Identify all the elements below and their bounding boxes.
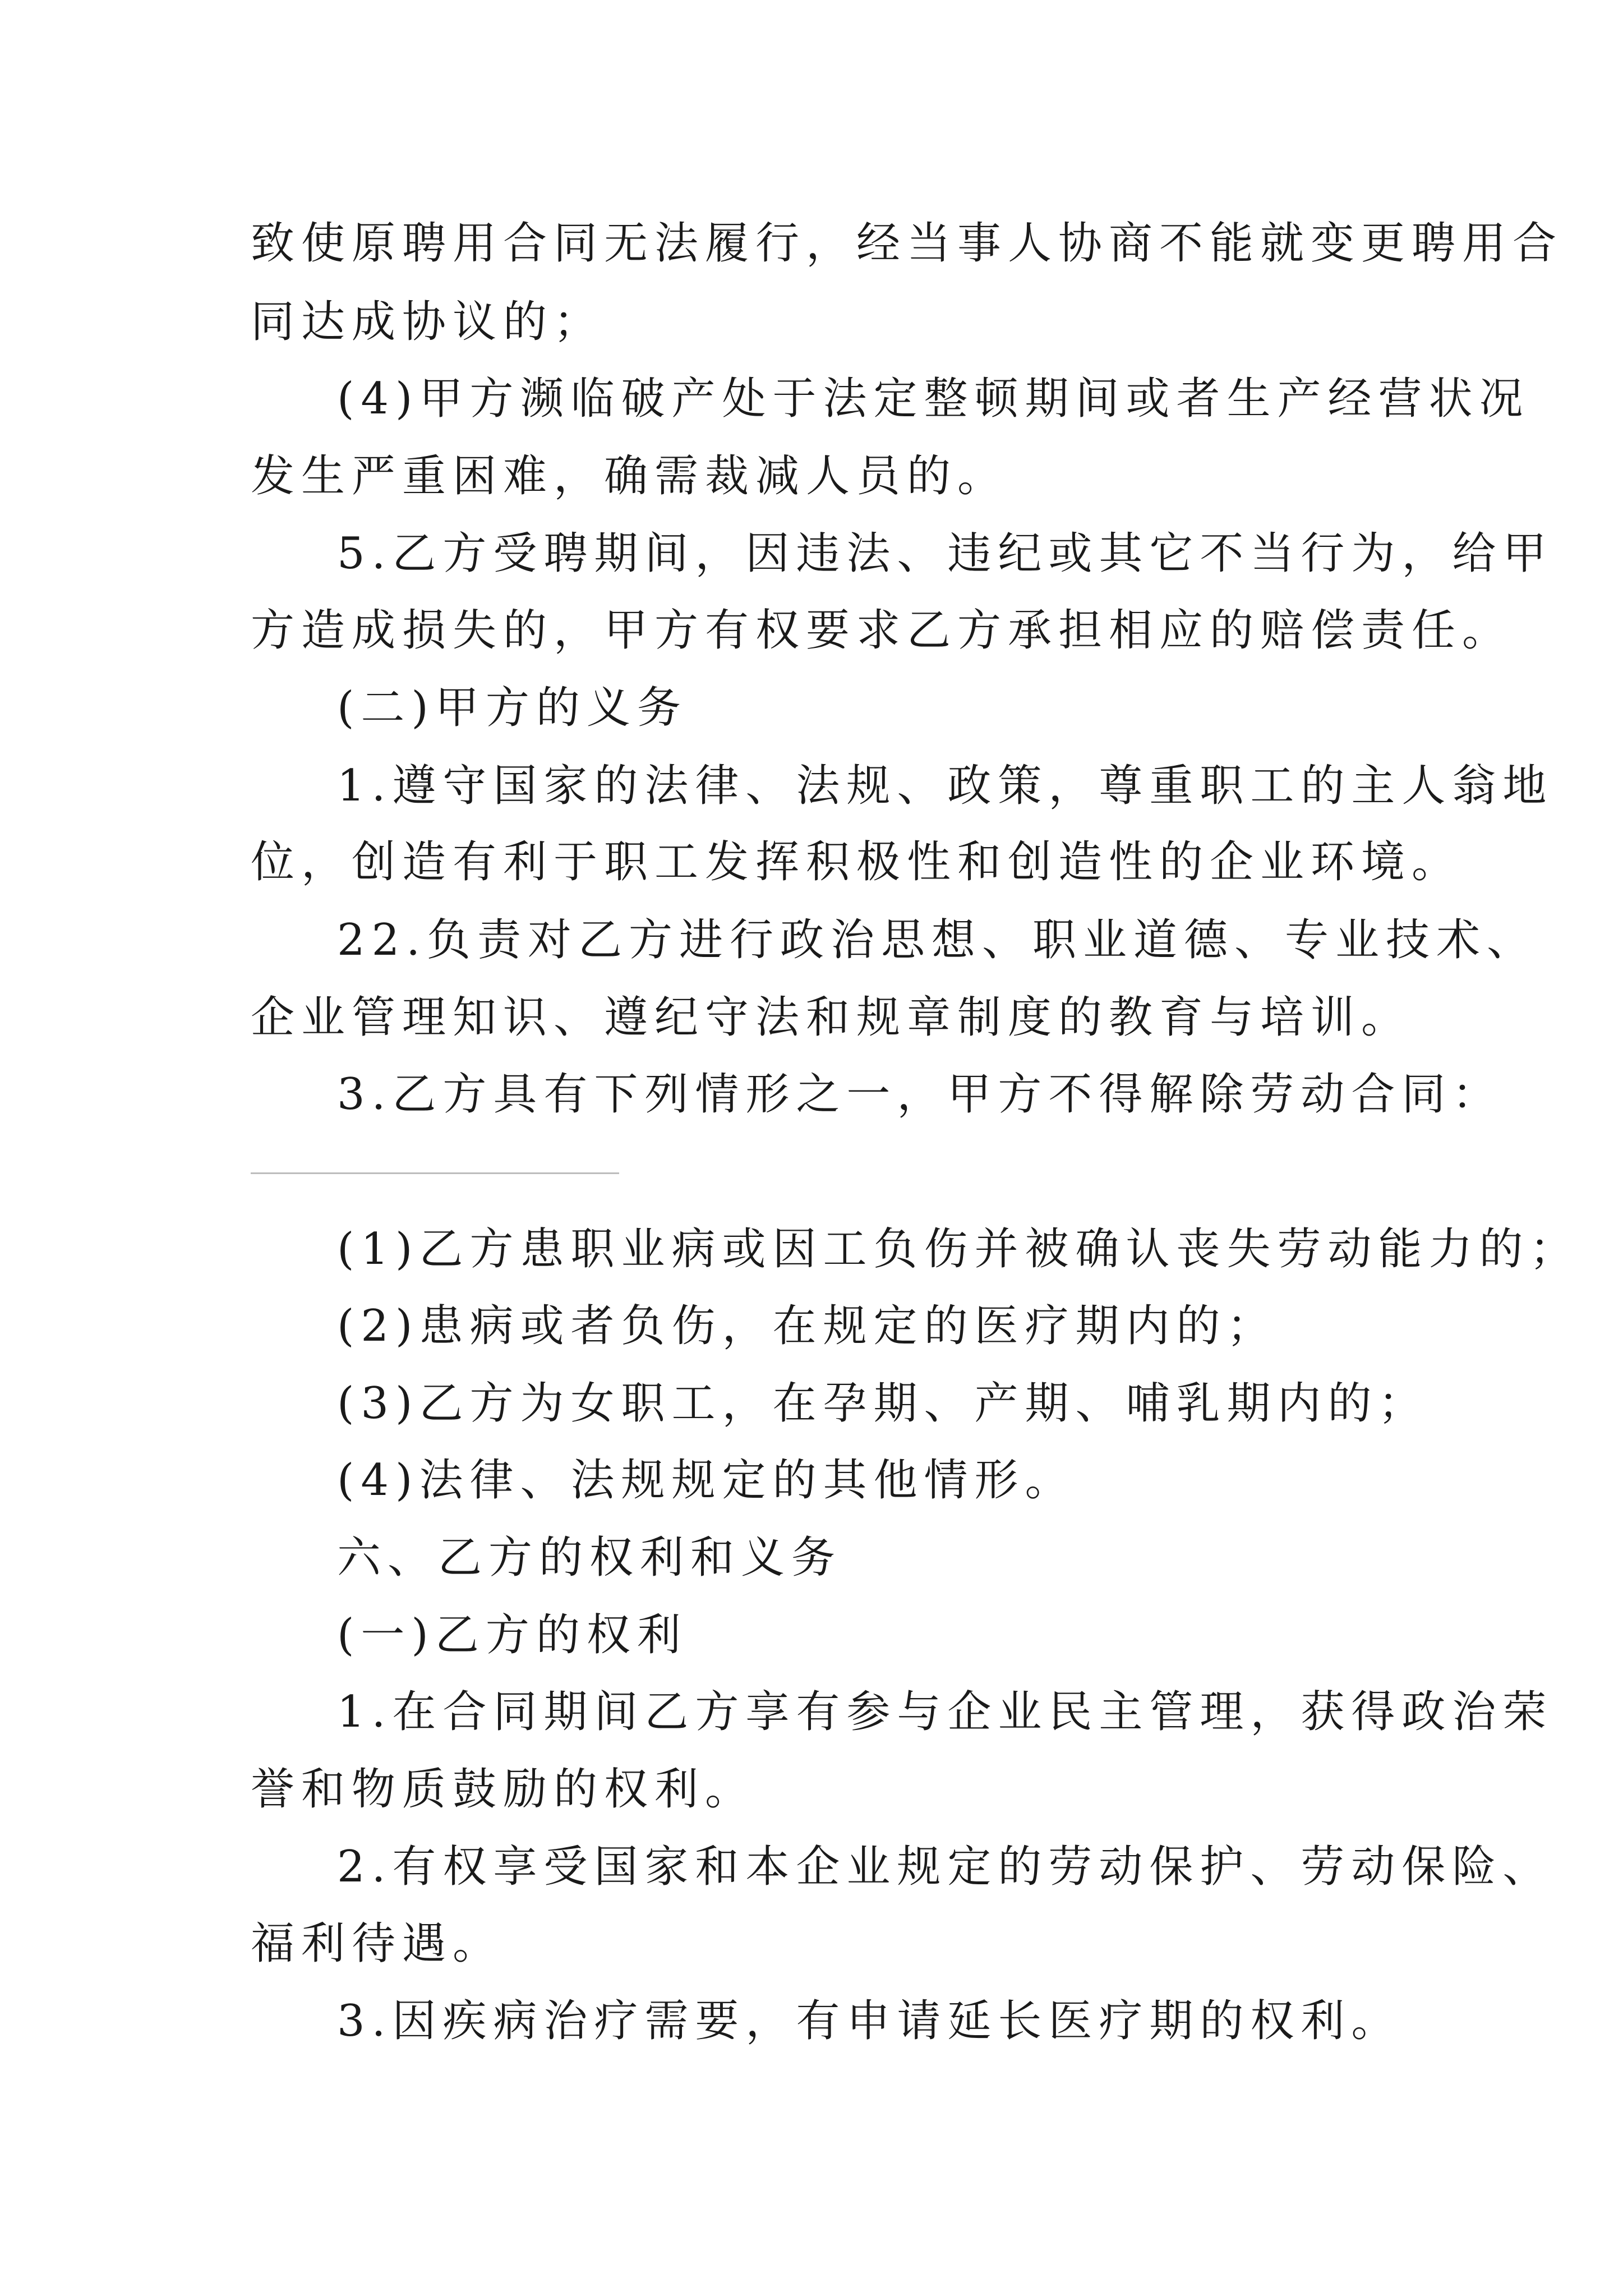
text-line: (2)患病或者负伤，在规定的医疗期内的； (337, 1301, 1278, 1351)
text-line: 1.在合同期间乙方享有参与企业民主管理，获得政治荣 (337, 1687, 1553, 1737)
page-break-divider (251, 1172, 619, 1174)
text-line: 5.乙方受聘期间，因违法、违纪或其它不当行为，给甲 (337, 528, 1553, 579)
text-line: 福利待遇。 (251, 1918, 504, 1969)
text-line: (3)乙方为女职工，在孕期、产期、哺乳期内的； (337, 1378, 1429, 1429)
text-line: 誉和物质鼓励的权利。 (251, 1764, 756, 1815)
text-line: (4)法律、法规规定的其他情形。 (337, 1455, 1076, 1506)
text-line: 位，创造有利于职工发挥积极性和创造性的企业环境。 (251, 837, 1463, 887)
section-heading: (二)甲方的义务 (337, 683, 688, 733)
text-line: 方造成损失的，甲方有权要求乙方承担相应的赔偿责任。 (251, 605, 1513, 656)
text-line: 同达成协议的； (251, 297, 605, 347)
section-heading: 六、乙方的权利和义务 (337, 1533, 842, 1583)
text-line: 致使原聘用合同无法履行，经当事人协商不能就变更聘用合 (251, 218, 1564, 269)
text-line: (1)乙方患职业病或因工负伤并被确认丧失劳动能力的； (337, 1224, 1580, 1274)
text-line: 企业管理知识、遵纪守法和规章制度的教育与培训。 (251, 992, 1412, 1043)
text-line: 3.乙方具有下列情形之一，甲方不得解除劳动合同： (337, 1069, 1503, 1120)
text-line: 3.因疾病治疗需要，有申请延长医疗期的权利。 (337, 1996, 1402, 2046)
text-line: 22.负责对乙方进行政治思想、职业道德、专业技术、 (337, 915, 1538, 965)
text-line: (4)甲方濒临破产处于法定整顿期间或者生产经营状况 (337, 374, 1530, 424)
section-heading: (一)乙方的权利 (337, 1610, 688, 1660)
text-line: 2.有权享受国家和本企业规定的劳动保护、劳动保险、 (337, 1842, 1553, 1892)
text-line: 发生严重困难，确需裁减人员的。 (251, 451, 1008, 501)
text-line: 1.遵守国家的法律、法规、政策，尊重职工的主人翁地 (337, 761, 1553, 811)
